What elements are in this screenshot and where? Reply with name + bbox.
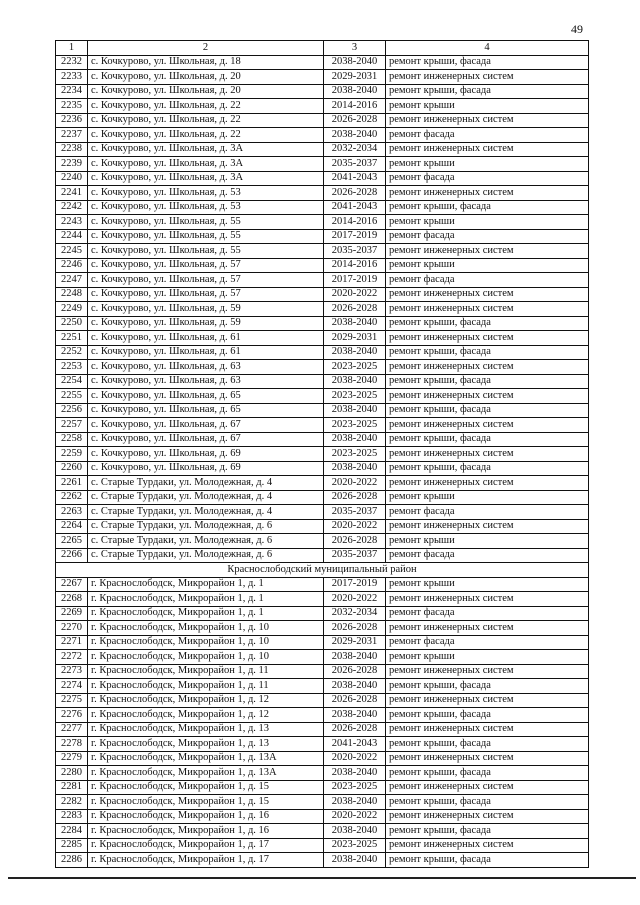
row-period: 2038-2040 [324, 432, 386, 447]
row-number: 2250 [56, 316, 88, 331]
table-row [56, 737, 589, 752]
table-row [56, 418, 589, 433]
rows-after-section [56, 577, 589, 867]
table-row [56, 722, 589, 737]
table-row [56, 505, 589, 520]
table-row [56, 345, 589, 360]
row-work-type: ремонт инженерных систем [386, 780, 589, 795]
row-number: 2238 [56, 142, 88, 157]
row-address: г. Краснослободск, Микрорайон 1, д. 13 [88, 737, 324, 752]
table-row [56, 824, 589, 839]
table-row [56, 229, 589, 244]
row-work-type: ремонт фасада [386, 229, 589, 244]
row-work-type: ремонт инженерных систем [386, 722, 589, 737]
table-row [56, 244, 589, 259]
table-row [56, 650, 589, 665]
row-period: 2038-2040 [324, 128, 386, 143]
table-row [56, 84, 589, 99]
row-address: г. Краснослободск, Микрорайон 1, д. 12 [88, 708, 324, 723]
row-address: с. Кочкурово, ул. Школьная, д. 69 [88, 447, 324, 462]
row-number: 2248 [56, 287, 88, 302]
row-address: с. Кочкурово, ул. Школьная, д. 3А [88, 142, 324, 157]
table-row [56, 215, 589, 230]
row-address: г. Краснослободск, Микрорайон 1, д. 1 [88, 592, 324, 607]
row-address: с. Старые Турдаки, ул. Молодежная, д. 4 [88, 476, 324, 491]
row-work-type: ремонт инженерных систем [386, 331, 589, 346]
table-row [56, 693, 589, 708]
table-row [56, 374, 589, 389]
row-work-type: ремонт крыши, фасада [386, 824, 589, 839]
row-work-type: ремонт крыши, фасада [386, 345, 589, 360]
row-address: г. Краснослободск, Микрорайон 1, д. 10 [88, 621, 324, 636]
row-period: 2029-2031 [324, 70, 386, 85]
row-period: 2020-2022 [324, 476, 386, 491]
row-number: 2241 [56, 186, 88, 201]
row-address: с. Кочкурово, ул. Школьная, д. 20 [88, 84, 324, 99]
row-work-type: ремонт инженерных систем [386, 592, 589, 607]
row-period: 2035-2037 [324, 505, 386, 520]
row-address: г. Краснослободск, Микрорайон 1, д. 13 [88, 722, 324, 737]
row-work-type: ремонт инженерных систем [386, 244, 589, 259]
row-number: 2281 [56, 780, 88, 795]
row-number: 2237 [56, 128, 88, 143]
table-row [56, 621, 589, 636]
row-work-type: ремонт инженерных систем [386, 447, 589, 462]
row-work-type: ремонт инженерных систем [386, 693, 589, 708]
row-address: г. Краснослободск, Микрорайон 1, д. 13А [88, 766, 324, 781]
row-number: 2254 [56, 374, 88, 389]
row-period: 2026-2028 [324, 186, 386, 201]
row-number: 2239 [56, 157, 88, 172]
row-work-type: ремонт крыши, фасада [386, 708, 589, 723]
row-number: 2244 [56, 229, 88, 244]
row-work-type: ремонт инженерных систем [386, 809, 589, 824]
row-address: с. Кочкурово, ул. Школьная, д. 65 [88, 403, 324, 418]
row-period: 2020-2022 [324, 809, 386, 824]
table-row [56, 258, 589, 273]
row-period: 2023-2025 [324, 360, 386, 375]
row-address: с. Кочкурово, ул. Школьная, д. 63 [88, 360, 324, 375]
row-address: г. Краснослободск, Микрорайон 1, д. 16 [88, 824, 324, 839]
row-address: с. Кочкурово, ул. Школьная, д. 65 [88, 389, 324, 404]
row-number: 2284 [56, 824, 88, 839]
section-row [56, 563, 589, 578]
row-address: с. Кочкурово, ул. Школьная, д. 57 [88, 287, 324, 302]
row-address: с. Кочкурово, ул. Школьная, д. 55 [88, 215, 324, 230]
row-address: г. Краснослободск, Микрорайон 1, д. 13А [88, 751, 324, 766]
table-row [56, 592, 589, 607]
row-work-type: ремонт фасада [386, 548, 589, 563]
table-row [56, 664, 589, 679]
row-number: 2278 [56, 737, 88, 752]
row-number: 2257 [56, 418, 88, 433]
row-number: 2265 [56, 534, 88, 549]
row-address: с. Кочкурово, ул. Школьная, д. 59 [88, 316, 324, 331]
row-number: 2262 [56, 490, 88, 505]
row-address: с. Кочкурово, ул. Школьная, д. 63 [88, 374, 324, 389]
table-row [56, 70, 589, 85]
section-header [56, 563, 589, 578]
row-address: с. Старые Турдаки, ул. Молодежная, д. 6 [88, 548, 324, 563]
row-work-type: ремонт инженерных систем [386, 186, 589, 201]
row-address: с. Кочкурово, ул. Школьная, д. 53 [88, 200, 324, 215]
table-row [56, 838, 589, 853]
row-period: 2023-2025 [324, 389, 386, 404]
row-address: с. Кочкурово, ул. Школьная, д. 61 [88, 345, 324, 360]
row-address: с. Кочкурово, ул. Школьная, д. 53 [88, 186, 324, 201]
row-period: 2026-2028 [324, 664, 386, 679]
row-number: 2282 [56, 795, 88, 810]
row-work-type: ремонт инженерных систем [386, 418, 589, 433]
row-address: г. Краснослободск, Микрорайон 1, д. 17 [88, 838, 324, 853]
row-number: 2240 [56, 171, 88, 186]
table-row [56, 809, 589, 824]
row-number: 2269 [56, 606, 88, 621]
row-period: 2026-2028 [324, 621, 386, 636]
row-address: г. Краснослободск, Микрорайон 1, д. 12 [88, 693, 324, 708]
row-address: с. Кочкурово, ул. Школьная, д. 67 [88, 432, 324, 447]
table-row [56, 360, 589, 375]
row-number: 2233 [56, 70, 88, 85]
table-row [56, 447, 589, 462]
row-address: с. Кочкурово, ул. Школьная, д. 57 [88, 258, 324, 273]
row-work-type: ремонт фасада [386, 171, 589, 186]
row-address: г. Краснослободск, Микрорайон 1, д. 16 [88, 809, 324, 824]
row-period: 2020-2022 [324, 287, 386, 302]
row-address: с. Кочкурово, ул. Школьная, д. 20 [88, 70, 324, 85]
row-period: 2014-2016 [324, 258, 386, 273]
row-period: 2026-2028 [324, 302, 386, 317]
row-address: г. Краснослободск, Микрорайон 1, д. 11 [88, 664, 324, 679]
row-period: 2023-2025 [324, 780, 386, 795]
row-number: 2242 [56, 200, 88, 215]
header-row [56, 41, 589, 56]
table-row [56, 316, 589, 331]
row-number: 2266 [56, 548, 88, 563]
row-period: 2038-2040 [324, 795, 386, 810]
table-row [56, 432, 589, 447]
row-number: 2270 [56, 621, 88, 636]
row-number: 2272 [56, 650, 88, 665]
row-number: 2286 [56, 853, 88, 868]
row-period: 2035-2037 [324, 244, 386, 259]
row-work-type: ремонт фасада [386, 635, 589, 650]
row-period: 2020-2022 [324, 519, 386, 534]
row-period: 2026-2028 [324, 534, 386, 549]
row-work-type: ремонт фасада [386, 606, 589, 621]
table-row [56, 534, 589, 549]
row-work-type: ремонт крыши [386, 258, 589, 273]
row-period: 2026-2028 [324, 113, 386, 128]
row-number: 2263 [56, 505, 88, 520]
table-row [56, 200, 589, 215]
table-row [56, 635, 589, 650]
row-number: 2255 [56, 389, 88, 404]
row-period: 2026-2028 [324, 490, 386, 505]
row-work-type: ремонт инженерных систем [386, 389, 589, 404]
row-address: г. Краснослободск, Микрорайон 1, д. 10 [88, 635, 324, 650]
row-address: г. Краснослободск, Микрорайон 1, д. 11 [88, 679, 324, 694]
row-address: с. Старые Турдаки, ул. Молодежная, д. 4 [88, 490, 324, 505]
table-row [56, 186, 589, 201]
row-period: 2029-2031 [324, 635, 386, 650]
row-address: с. Кочкурово, ул. Школьная, д. 22 [88, 99, 324, 114]
header-col-3: 3 [324, 41, 386, 56]
table-row [56, 519, 589, 534]
row-period: 2038-2040 [324, 55, 386, 70]
row-work-type: ремонт крыши, фасада [386, 403, 589, 418]
row-work-type: ремонт инженерных систем [386, 751, 589, 766]
row-work-type: ремонт крыши, фасада [386, 374, 589, 389]
row-work-type: ремонт крыши [386, 490, 589, 505]
table-row [56, 780, 589, 795]
table-row [56, 331, 589, 346]
row-number: 2235 [56, 99, 88, 114]
row-work-type: ремонт инженерных систем [386, 142, 589, 157]
row-work-type: ремонт инженерных систем [386, 70, 589, 85]
table-row [56, 577, 589, 592]
table-row [56, 302, 589, 317]
table-row [56, 142, 589, 157]
row-number: 2245 [56, 244, 88, 259]
row-work-type: ремонт фасада [386, 505, 589, 520]
table-row [56, 287, 589, 302]
row-number: 2246 [56, 258, 88, 273]
row-period: 2014-2016 [324, 215, 386, 230]
row-address: с. Кочкурово, ул. Школьная, д. 3А [88, 157, 324, 172]
row-period: 2035-2037 [324, 157, 386, 172]
page-number: 49 [571, 22, 583, 36]
header-col-4: 4 [386, 41, 589, 56]
row-work-type: ремонт крыши, фасада [386, 316, 589, 331]
row-work-type: ремонт крыши [386, 650, 589, 665]
row-period: 2020-2022 [324, 751, 386, 766]
row-number: 2277 [56, 722, 88, 737]
row-period: 2041-2043 [324, 200, 386, 215]
row-period: 2041-2043 [324, 737, 386, 752]
table-row [56, 490, 589, 505]
row-address: г. Краснослободск, Микрорайон 1, д. 15 [88, 780, 324, 795]
table-row [56, 476, 589, 491]
table-row [56, 99, 589, 114]
row-work-type: ремонт крыши [386, 157, 589, 172]
district-title: Краснослободский муниципальный район [56, 563, 589, 578]
repair-schedule-table [55, 40, 589, 868]
row-address: с. Кочкурово, ул. Школьная, д. 3А [88, 171, 324, 186]
row-number: 2259 [56, 447, 88, 462]
row-address: с. Кочкурово, ул. Школьная, д. 69 [88, 461, 324, 476]
row-address: г. Краснослободск, Микрорайон 1, д. 17 [88, 853, 324, 868]
row-work-type: ремонт крыши, фасада [386, 84, 589, 99]
row-number: 2275 [56, 693, 88, 708]
row-work-type: ремонт крыши [386, 577, 589, 592]
row-address: г. Краснослободск, Микрорайон 1, д. 15 [88, 795, 324, 810]
row-period: 2038-2040 [324, 374, 386, 389]
row-address: г. Краснослободск, Микрорайон 1, д. 1 [88, 606, 324, 621]
row-work-type: ремонт крыши, фасада [386, 853, 589, 868]
row-number: 2274 [56, 679, 88, 694]
row-number: 2285 [56, 838, 88, 853]
row-work-type: ремонт крыши, фасада [386, 461, 589, 476]
table-row [56, 171, 589, 186]
row-period: 2017-2019 [324, 273, 386, 288]
row-period: 2026-2028 [324, 722, 386, 737]
row-number: 2261 [56, 476, 88, 491]
row-period: 2032-2034 [324, 606, 386, 621]
row-period: 2026-2028 [324, 693, 386, 708]
table-row [56, 389, 589, 404]
row-period: 2041-2043 [324, 171, 386, 186]
row-number: 2252 [56, 345, 88, 360]
row-number: 2280 [56, 766, 88, 781]
row-number: 2260 [56, 461, 88, 476]
row-work-type: ремонт крыши, фасада [386, 766, 589, 781]
table-row [56, 273, 589, 288]
table-row [56, 55, 589, 70]
row-work-type: ремонт инженерных систем [386, 476, 589, 491]
table-row [56, 751, 589, 766]
row-number: 2264 [56, 519, 88, 534]
header-col-2: 2 [88, 41, 324, 56]
row-work-type: ремонт фасада [386, 128, 589, 143]
table-row [56, 708, 589, 723]
row-period: 2038-2040 [324, 345, 386, 360]
row-work-type: ремонт фасада [386, 273, 589, 288]
row-period: 2038-2040 [324, 84, 386, 99]
row-address: с. Кочкурово, ул. Школьная, д. 61 [88, 331, 324, 346]
row-number: 2279 [56, 751, 88, 766]
row-period: 2038-2040 [324, 403, 386, 418]
row-period: 2038-2040 [324, 461, 386, 476]
row-work-type: ремонт инженерных систем [386, 664, 589, 679]
row-period: 2017-2019 [324, 577, 386, 592]
table-row [56, 548, 589, 563]
row-number: 2236 [56, 113, 88, 128]
row-period: 2023-2025 [324, 447, 386, 462]
row-work-type: ремонт крыши, фасада [386, 432, 589, 447]
row-address: с. Кочкурово, ул. Школьная, д. 67 [88, 418, 324, 433]
row-work-type: ремонт инженерных систем [386, 519, 589, 534]
row-work-type: ремонт инженерных систем [386, 838, 589, 853]
table-row [56, 461, 589, 476]
row-work-type: ремонт инженерных систем [386, 302, 589, 317]
row-number: 2258 [56, 432, 88, 447]
row-number: 2243 [56, 215, 88, 230]
table-row [56, 157, 589, 172]
row-work-type: ремонт крыши, фасада [386, 200, 589, 215]
row-number: 2256 [56, 403, 88, 418]
row-period: 2029-2031 [324, 331, 386, 346]
row-address: с. Кочкурово, ул. Школьная, д. 22 [88, 113, 324, 128]
row-address: с. Кочкурово, ул. Школьная, д. 22 [88, 128, 324, 143]
row-period: 2038-2040 [324, 824, 386, 839]
row-period: 2038-2040 [324, 766, 386, 781]
row-address: с. Старые Турдаки, ул. Молодежная, д. 6 [88, 519, 324, 534]
row-work-type: ремонт инженерных систем [386, 287, 589, 302]
row-number: 2276 [56, 708, 88, 723]
row-work-type: ремонт крыши, фасада [386, 737, 589, 752]
table-row [56, 679, 589, 694]
row-period: 2038-2040 [324, 679, 386, 694]
table-row [56, 795, 589, 810]
row-work-type: ремонт крыши, фасада [386, 55, 589, 70]
row-number: 2232 [56, 55, 88, 70]
row-work-type: ремонт крыши [386, 215, 589, 230]
table-row [56, 403, 589, 418]
row-work-type: ремонт инженерных систем [386, 621, 589, 636]
row-address: с. Кочкурово, ул. Школьная, д. 57 [88, 273, 324, 288]
row-number: 2253 [56, 360, 88, 375]
row-address: с. Старые Турдаки, ул. Молодежная, д. 6 [88, 534, 324, 549]
row-period: 2017-2019 [324, 229, 386, 244]
row-work-type: ремонт крыши [386, 534, 589, 549]
row-period: 2038-2040 [324, 650, 386, 665]
row-period: 2032-2034 [324, 142, 386, 157]
row-period: 2038-2040 [324, 708, 386, 723]
rows-before-section [56, 55, 589, 563]
row-period: 2038-2040 [324, 853, 386, 868]
row-address: г. Краснослободск, Микрорайон 1, д. 10 [88, 650, 324, 665]
row-number: 2273 [56, 664, 88, 679]
row-period: 2035-2037 [324, 548, 386, 563]
row-work-type: ремонт крыши, фасада [386, 679, 589, 694]
row-number: 2249 [56, 302, 88, 317]
row-address: с. Кочкурово, ул. Школьная, д. 18 [88, 55, 324, 70]
row-work-type: ремонт крыши, фасада [386, 795, 589, 810]
row-work-type: ремонт инженерных систем [386, 360, 589, 375]
row-address: г. Краснослободск, Микрорайон 1, д. 1 [88, 577, 324, 592]
header-col-1: 1 [56, 41, 88, 56]
row-period: 2038-2040 [324, 316, 386, 331]
row-work-type: ремонт крыши [386, 99, 589, 114]
table-row [56, 853, 589, 868]
row-address: с. Кочкурово, ул. Школьная, д. 59 [88, 302, 324, 317]
row-period: 2014-2016 [324, 99, 386, 114]
row-number: 2234 [56, 84, 88, 99]
scan-edge-line [8, 877, 636, 879]
row-address: с. Кочкурово, ул. Школьная, д. 55 [88, 229, 324, 244]
row-period: 2020-2022 [324, 592, 386, 607]
row-number: 2268 [56, 592, 88, 607]
row-number: 2267 [56, 577, 88, 592]
row-period: 2023-2025 [324, 418, 386, 433]
row-work-type: ремонт инженерных систем [386, 113, 589, 128]
table-row [56, 113, 589, 128]
row-number: 2247 [56, 273, 88, 288]
row-period: 2023-2025 [324, 838, 386, 853]
row-number: 2251 [56, 331, 88, 346]
row-number: 2283 [56, 809, 88, 824]
table-row [56, 128, 589, 143]
row-address: с. Кочкурово, ул. Школьная, д. 55 [88, 244, 324, 259]
row-address: с. Старые Турдаки, ул. Молодежная, д. 4 [88, 505, 324, 520]
row-number: 2271 [56, 635, 88, 650]
table-row [56, 766, 589, 781]
table-row [56, 606, 589, 621]
